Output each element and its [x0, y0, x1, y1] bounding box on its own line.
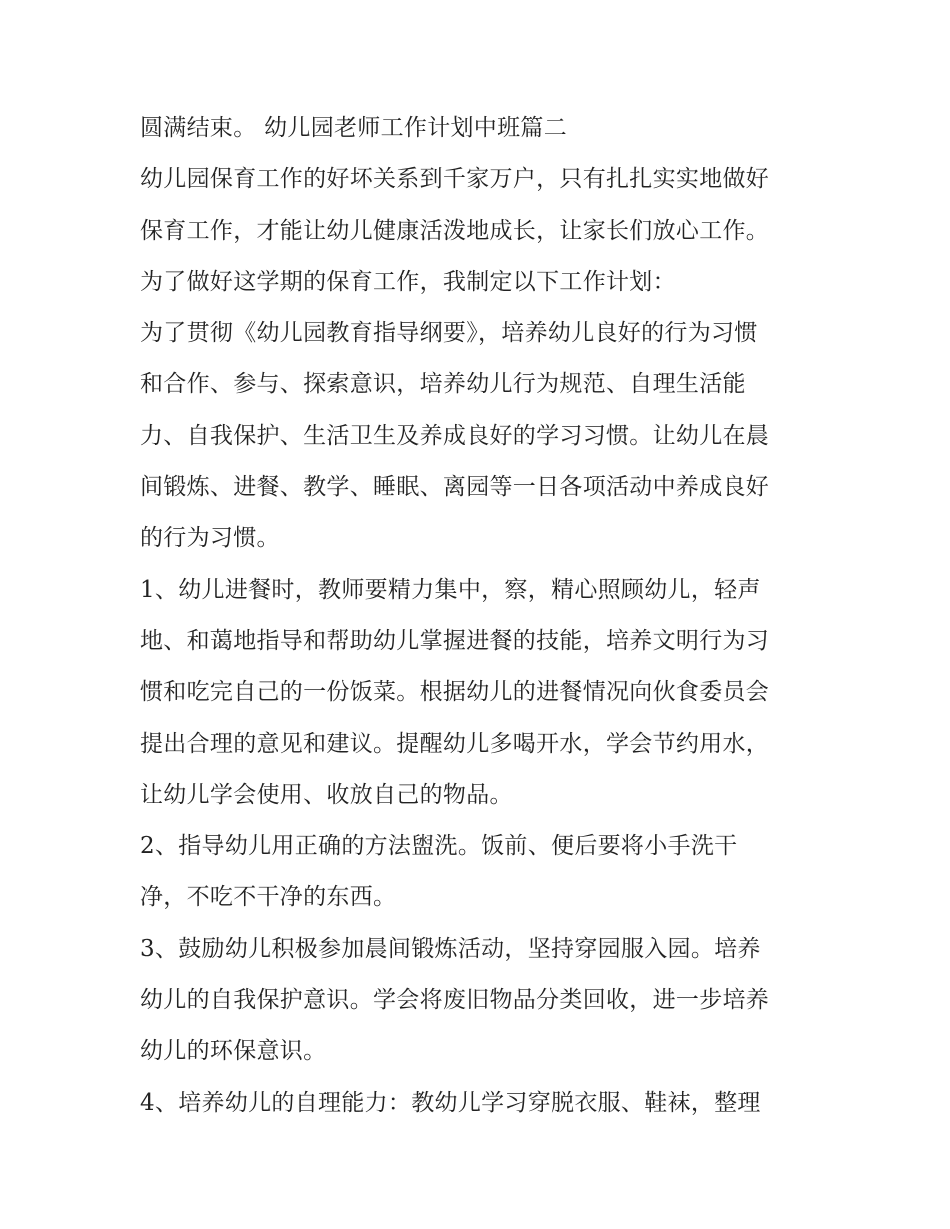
document-body	[140, 110, 820, 1136]
text-line: 保育工作，才能让幼儿健康活泼地成长，让家长们放心工作。	[140, 217, 770, 244]
text-line: 1、幼儿进餐时，教师要精力集中，察，精心照顾幼儿，轻声	[140, 576, 761, 603]
text-line: 和合作、参与、探索意识，培养幼儿行为规范、自理生活能	[140, 371, 746, 398]
text-line: 幼儿园保育工作的好坏关系到千家万户，只有扎扎实实地做好	[140, 166, 770, 193]
text-line: 地、和蔼地指导和帮助幼儿掌握进餐的技能，培养文明行为习	[140, 627, 770, 654]
text-line: 提出合理的意见和建议。提醒幼儿多喝开水，学会节约用水，	[140, 730, 770, 757]
text-line: 圆满结束。 幼儿园老师工作计划中班篇二	[140, 115, 568, 141]
text-line: 幼儿的自我保护意识。学会将废旧物品分类回收，进一步培养	[140, 987, 770, 1014]
text-line: 的行为习惯。	[140, 525, 280, 552]
text-line: 为了贯彻《幼儿园教育指导纲要》，培养幼儿良好的行为习惯	[140, 320, 758, 347]
text-line: 净，不吃不干净的东西。	[140, 884, 397, 911]
text-line: 力、自我保护、生活卫生及养成良好的学习习惯。让幼儿在晨	[140, 422, 770, 449]
text-line: 4、培养幼儿的自理能力：教幼儿学习穿脱衣服、鞋袜，整理	[140, 1089, 761, 1116]
text-line: 让幼儿学会使用、收放自己的物品。	[140, 781, 513, 808]
text-line: 幼儿的环保意识。	[140, 1038, 327, 1065]
text-line: 间锻炼、进餐、教学、睡眠、离园等一日各项活动中养成良好	[140, 474, 770, 501]
text-line: 为了做好这学期的保育工作，我制定以下工作计划：	[140, 268, 676, 295]
text-line: 2、指导幼儿用正确的方法盥洗。饭前、便后要将小手洗干	[140, 833, 738, 860]
text-line: 惯和吃完自己的一份饭菜。根据幼儿的进餐情况向伙食委员会	[140, 679, 770, 706]
text-line: 3、鼓励幼儿积极参加晨间锻炼活动，坚持穿园服入园。培养	[140, 935, 761, 962]
